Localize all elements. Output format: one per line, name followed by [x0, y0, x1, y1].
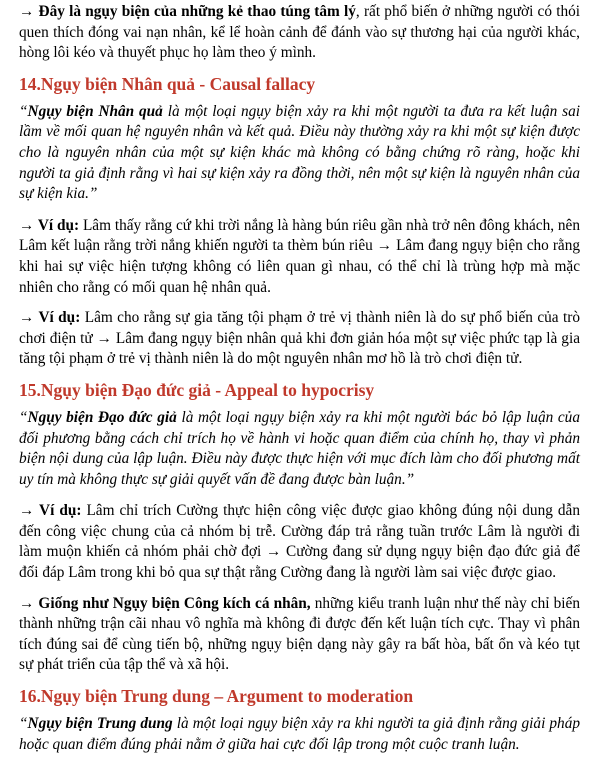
example-label: Ví dụ: — [37, 216, 80, 234]
section-16-heading: 16.Ngụy biện Trung dung – Argument to moderation — [19, 686, 414, 707]
definition-term: Ngụy biện Trung dung — [27, 715, 173, 733]
note-bold: Giống như Ngụy biện Công kích cá nhân, — [38, 594, 311, 612]
arrow-icon: → — [19, 309, 39, 327]
arrow-icon: → — [19, 502, 40, 520]
section-14-example-1 — [19, 216, 580, 298]
note-text: những kiểu tranh luận như thế này chỉ biến thành những trận cãi nhau vô nghĩa mà không đi được đến kết luận tích cực. Thay vì phân tích đúng sai để cùng tiến bộ, những ngụy biện dạng này gây ra bất hòa, bất ổn và kéo tụt sự phát triển của tập thể và xã hội. — [19, 594, 580, 674]
arrow-icon: → — [19, 216, 38, 234]
definition-text: là một loại ngụy biện xảy ra khi một người bác bỏ lập luận của đối phương bằng cách chỉ trích họ về hành vi hoặc quan điểm của chính họ, thay vì phản biện nội dung của lập luận. Điều này được thực hiện với mục đích làm cho đối phương mất uy tín mà không thực sự giải quyết vấn đề đang được bàn luận.” — [19, 408, 580, 488]
section-14-definition — [19, 102, 580, 205]
example-text: Lâm chỉ trích Cường thực hiện công việc được giao không đúng nội dung dẫn đến công việc chung của cả nhóm bị trễ. Cường đáp trả rằng tuần trước Lâm là người đi làm muộn khiến cả nhóm phải chờ đợi → Cường đang sử dụng ngụy biện đạo đức giả để đối đáp Lâm trong khi bỏ qua sự thật rằng Cường đang là người làm sai việc được giao. — [19, 502, 580, 582]
quote-open: “ — [19, 408, 28, 426]
arrow-icon: → — [19, 594, 39, 612]
section-15-example — [19, 501, 580, 583]
quote-open: “ — [19, 102, 28, 120]
quote-open: “ — [19, 715, 28, 733]
arrow-icon: → — [19, 3, 39, 20]
section-16-definition — [19, 714, 580, 755]
definition-text: là một loại ngụy biện xảy ra khi một người ta đưa ra kết luận sai lầm về mối quan hệ nguyên nhân và kết quả. Điều này thường xảy ra khi một sự kiện được cho là nguyên nhân của một sự kiện khác mà không có bằng chứng rõ ràng, hoặc khi người ta giả định rằng vì hai sự kiện xảy ra đồng thời, nên một sự kiện là nguyên nhân của sự kiện kia.” — [19, 102, 580, 203]
definition-term: Ngụy biện Đạo đức giả — [27, 408, 177, 426]
definition-text: là một loại ngụy biện xảy ra khi người ta giả định rằng giải pháp hoặc quan điểm đúng phải nằm ở giữa hai cực đối lập trong một cuộc tranh luận. — [19, 715, 580, 753]
section-15-heading: 15.Ngụy biện Đạo đức giả - Appeal to hypocrisy — [19, 379, 375, 400]
section-15-note — [19, 594, 580, 676]
intro-text: , rất phổ biến ở những người có thói quen thích đóng vai nạn nhân, kể lể hoàn cảnh để đánh vào sự thương hại của người khác, hòng lôi kéo và thuyết phục họ làm theo ý mình. — [19, 3, 580, 62]
section-15-definition — [19, 408, 580, 490]
section-14-heading: 14.Ngụy biện Nhân quả - Causal fallacy — [19, 73, 316, 94]
example-label: Ví dụ: — [39, 502, 82, 520]
example-text: Lâm cho rằng sự gia tăng tội phạm ở trẻ vị thành niên là do sự phổ biến của trò chơi điện tử → Lâm đang ngụy biện nhân quả khi đơn giản hóa một sự việc phức tạp là gia tăng tội phạm ở trẻ vị thành niên là do một nguyên nhân mơ hồ là trò chơi điện tử. — [19, 309, 580, 368]
example-label: Ví dụ: — [38, 309, 81, 327]
document-page — [0, 2, 600, 755]
section-14-example-2 — [19, 308, 580, 370]
example-text: Lâm thấy rằng cứ khi trời nắng là hàng bún riêu gần nhà trở nên đông khách, nên Lâm kết luận rằng trời nắng khiến người ta thèm bún riêu → Lâm đang ngụy biện cho rằng khi hai sự việc hiện tượng không có liên quan gì nhau, có thể chỉ là trùng hợp mà mặc nhiên cho rằng có mối quan hệ nhân quả. — [19, 216, 580, 296]
definition-term: Ngụy biện Nhân quả — [27, 102, 163, 120]
intro-bold: Đây là ngụy biện của những kẻ thao túng tâm lý — [38, 3, 356, 20]
intro-paragraph — [19, 2, 580, 64]
